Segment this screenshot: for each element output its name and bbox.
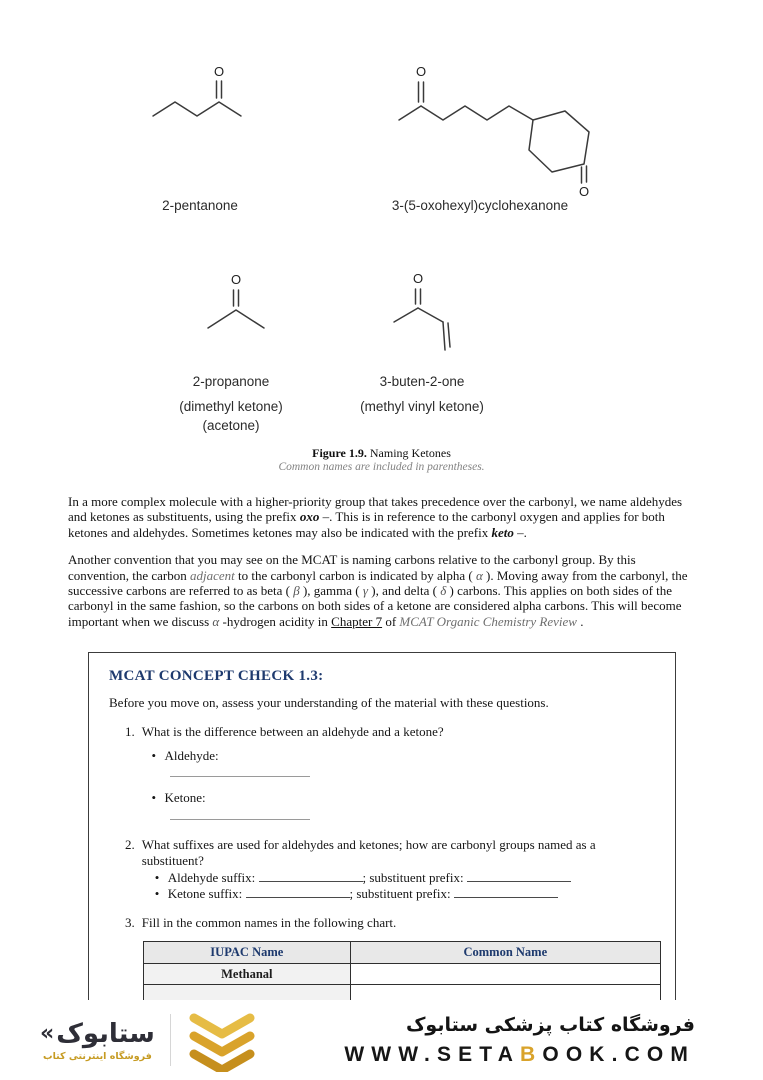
molecule-name-oxohexyl-cyclohexanone: 3-(5-oxohexyl)cyclohexanone: [391, 198, 569, 213]
url-segment: OOK.COM: [542, 1042, 695, 1066]
figure-subcaption: Common names are included in parentheses.: [278, 461, 485, 473]
concept-check-title: MCAT CONCEPT CHECK 1.3:: [109, 668, 324, 684]
cell-common-name: [350, 963, 660, 985]
common-name-dimethyl-ketone: (dimethyl ketone): [179, 399, 283, 414]
greek-beta: β: [293, 583, 300, 599]
book-title-reference: MCAT Organic Chemistry Review: [399, 613, 577, 629]
text-run: –. This is in reference to the carbonyl oxygen and applies for both ketones and aldehydes. Sometimes ketones may also be indicated with the prefix: [68, 509, 665, 540]
question-2: [125, 837, 654, 903]
figure-number: Figure 1.9.: [312, 446, 367, 460]
term-oxo: oxo: [299, 509, 320, 525]
greek-delta: δ: [440, 583, 447, 599]
footer-divider: [170, 1014, 171, 1066]
setabook-watermark-footer: [0, 1000, 763, 1080]
fill-in-blank: [259, 871, 363, 882]
bullet-label: Ketone:: [164, 790, 206, 805]
naming-chart-table: [143, 941, 661, 1006]
question-text: What suffixes are used for aldehydes and ketones; how are carbonyl groups named as a substituent?: [141, 836, 596, 868]
logo-chevron-icon: «: [40, 1021, 55, 1046]
answer-blank-ketone: [170, 807, 310, 820]
logo-wordmark: ستابوک: [56, 1018, 155, 1049]
footer-text-block: [344, 1014, 695, 1067]
bullet-ketone: [152, 790, 655, 807]
url-segment: WWW.SETA: [344, 1042, 521, 1066]
text-run: .: [576, 613, 584, 629]
concept-check-intro: Before you move on, assess your understanding of the material with these questions.: [109, 694, 549, 710]
text-run: ), and delta (: [368, 583, 441, 599]
bullet-label: Aldehyde suffix:: [167, 869, 259, 885]
question-number: 3.: [125, 914, 135, 930]
table-header-row: [144, 942, 661, 964]
text-run: Another convention that you may see on the MCAT is naming carbons relative to the carbonyl group. By this convention, the carbon: [68, 552, 636, 583]
structure-2-pentanone: [148, 62, 260, 122]
text-run: -hydrogen acidity in: [219, 613, 332, 629]
fill-in-blank: [246, 887, 350, 898]
paragraph-greek-carbons: [68, 552, 696, 629]
bullet-label: ; substituent prefix:: [362, 869, 467, 885]
text-run: In a more complex molecule with a higher-priority group that takes precedence over the carbonyl, we name aldehydes and ketones as substituents, using the prefix: [68, 494, 683, 525]
common-name-acetone: (acetone): [202, 418, 260, 433]
structure-2-propanone: [200, 270, 272, 334]
greek-alpha: α: [475, 567, 483, 583]
text-run: to the carbonyl carbon is indicated by alpha (: [234, 567, 476, 583]
concept-check-box: [88, 652, 676, 1024]
oxygen-atom-label: O: [412, 271, 424, 286]
greek-alpha: α: [212, 613, 220, 629]
fill-in-blank: [454, 887, 558, 898]
text-run: ) carbons. This applies on both sides of the carbonyl in the same fashion, so the carbons on both sides of a ketone are considered alpha carbons. This will become important when we discuss: [68, 583, 682, 629]
question-1: [125, 724, 654, 741]
bullet-label: Aldehyde:: [164, 747, 219, 763]
fill-in-blank: [467, 871, 571, 882]
logo-tagline: فروشگاه اینترنتی کتاب: [43, 1050, 152, 1062]
cell-iupac-name: Methanal: [144, 963, 351, 985]
bullet-ketone-suffix: [155, 886, 654, 903]
greek-gamma: γ: [362, 583, 368, 599]
term-keto: keto: [491, 524, 514, 540]
question-text: Fill in the common names in the following chart.: [141, 914, 397, 930]
bullet-icon: •: [151, 747, 157, 763]
molecule-name-2-pentanone: 2-pentanone: [162, 198, 238, 213]
paragraph-oxo-prefix: [68, 494, 696, 540]
structure-3-(5-oxohexyl)cyclohexanone: [395, 58, 620, 198]
question-3: [125, 915, 654, 932]
chapter-7-link[interactable]: Chapter 7: [331, 613, 383, 629]
table-row: [144, 963, 661, 985]
structure-3-buten-2-one: [388, 268, 468, 360]
bullet-label: Ketone suffix:: [167, 886, 246, 901]
footer-persian-title: فروشگاه کتاب پزشکی ستابوک: [405, 1013, 695, 1036]
bullet-icon: •: [151, 790, 157, 805]
oxygen-atom-label: O: [213, 64, 225, 79]
column-header-common: Common Name: [350, 942, 660, 964]
setabook-logo: [40, 1008, 258, 1072]
question-number: 2.: [125, 836, 135, 852]
question-text: What is the difference between an aldehyde and a ketone?: [141, 724, 444, 739]
text-run: of: [382, 613, 400, 629]
answer-blank-aldehyde: [170, 764, 310, 777]
url-accent-letter: B: [520, 1042, 543, 1066]
question-number: 1.: [125, 724, 135, 739]
bullet-aldehyde: [152, 748, 655, 765]
molecule-name-2-propanone: 2-propanone: [192, 374, 270, 389]
figure-title: Naming Ketones: [366, 446, 451, 460]
text-run: –.: [513, 524, 527, 540]
text-run: ). Moving away from the carbonyl, the successive carbons are referred to as beta (: [68, 567, 688, 599]
footer-url: [344, 1043, 695, 1067]
bullet-label: ; substituent prefix:: [349, 886, 454, 901]
bullet-icon: •: [154, 886, 160, 901]
body-text: [68, 494, 696, 629]
question-1-answers: [125, 748, 654, 833]
oxygen-atom-label: O: [415, 64, 427, 79]
column-header-iupac: IUPAC Name: [144, 942, 351, 964]
text-run: ), gamma (: [299, 583, 363, 599]
setabook-logotype: [40, 1019, 155, 1062]
bullet-icon: •: [154, 869, 160, 885]
common-name-methyl-vinyl-ketone: (methyl vinyl ketone): [360, 399, 484, 414]
molecule-name-3-buten-2-one: 3-buten-2-one: [379, 374, 465, 389]
oxygen-atom-label: O: [578, 184, 590, 198]
setabook-emblem-icon: [186, 1008, 258, 1072]
term-adjacent: adjacent: [190, 567, 235, 583]
figure-caption: [0, 446, 763, 461]
oxygen-atom-label: O: [230, 272, 242, 287]
bullet-aldehyde-suffix: [155, 870, 654, 887]
